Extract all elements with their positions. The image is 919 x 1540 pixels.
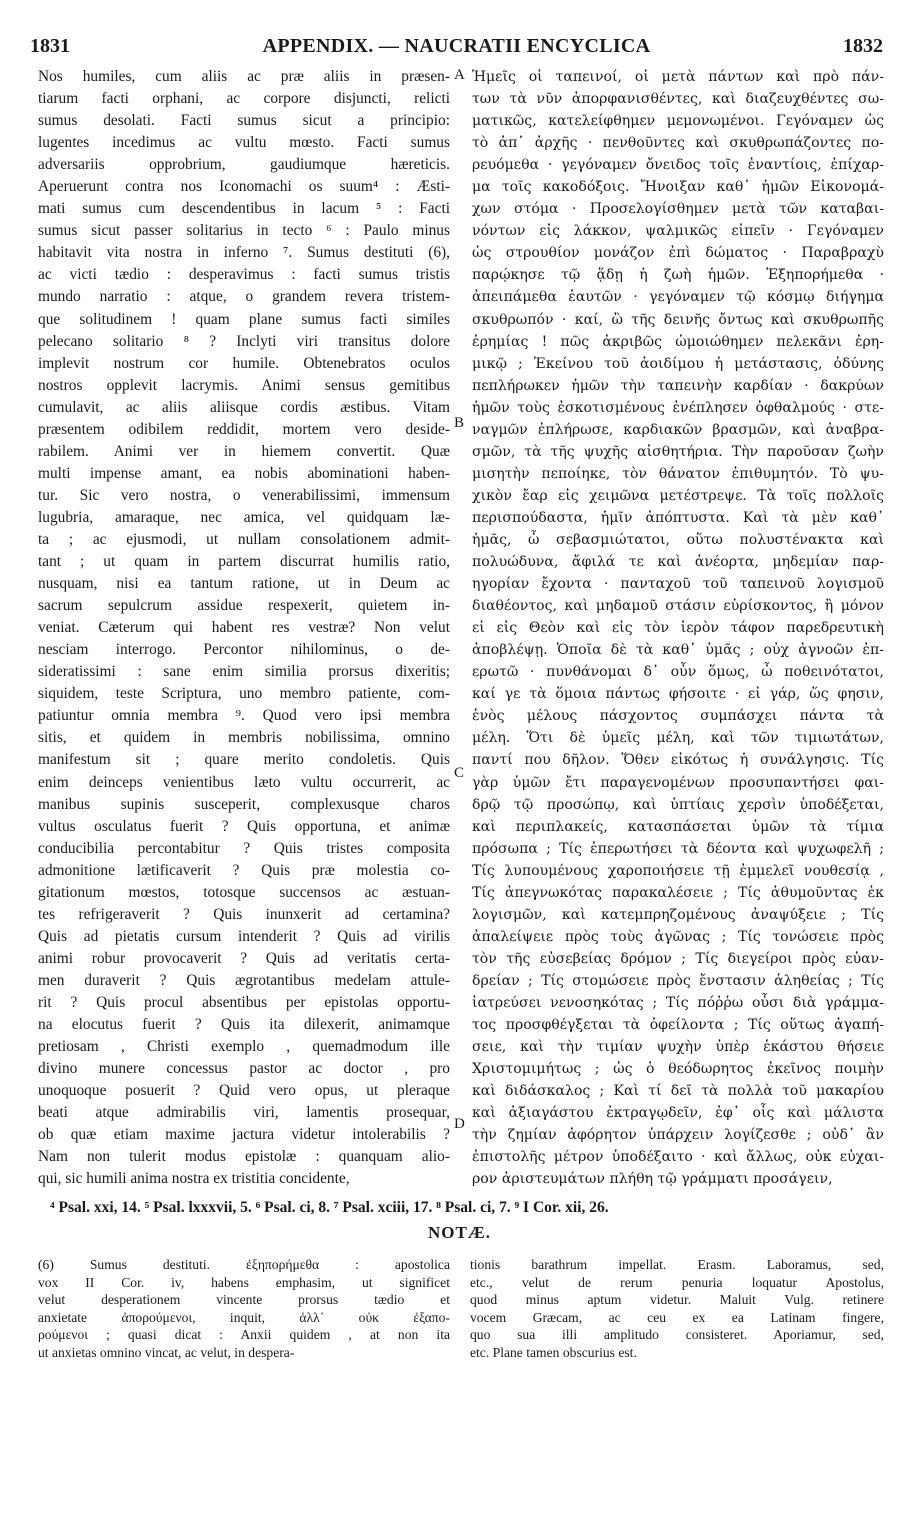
latin-text-line: tur. Sic vero nostra, o venerabilissimi, immensum	[38, 486, 450, 504]
greek-text-line: καὶ περιπλακείς, κατασπάσεται ὑμῶν τὰ τίμια	[472, 818, 884, 835]
latin-text-line: pretiosam , Christi exemplo , quemadmodum ille	[38, 1038, 450, 1056]
latin-text-line: sideratissimi : sane enim similia prorsus dixeritis;	[38, 663, 450, 681]
latin-text-line: lugentes incedimus ac vultu mœsto. Facti sumus	[38, 134, 450, 152]
latin-text-line: ta ; ac ejusmodi, ut nullam consolationem admit-	[38, 530, 450, 548]
note-line: vox II Cor. iv, habens emphasim, ut significet	[38, 1274, 450, 1290]
latin-text-line: qui, sic humili anima nostra ex tristitia concidente,	[38, 1170, 350, 1188]
note-line: etc., velut de rerum penuria loquatur Apostolus,	[470, 1274, 884, 1290]
greek-text-line: σμῶν, τὰ τῆς ψυχῆς αἰσθητήρια. Τὴν παροῦσαν ζωὴν	[472, 443, 884, 460]
latin-text-line: que solitudinem ! quam plane sumus facti similes	[38, 310, 450, 328]
latin-text-line: ob quæ etiam maxime jactura videtur intolerabilis ?	[38, 1126, 450, 1144]
latin-text-line: nesciam interrogo. Percontor nihilominus, o de-	[38, 641, 450, 659]
latin-text-line: Aperuerunt contra nos Iconomachi os suum⁴ : Æsti-	[38, 178, 450, 196]
note-line: quo sua illi amplitudo consisteret. Aporiamur, sed,	[470, 1327, 884, 1343]
greek-text-line: εἰ εἰς Θεὸν καὶ εἰς τὸν ἱερὸν τάφον παρεδρευτικὴ	[472, 620, 884, 637]
greek-text-line: Τίς λυπουμένους χαροποιήσειε τῇ ἐμμελεῖ νουθεσίᾳ ,	[472, 862, 884, 879]
margin-letter-a: A	[454, 67, 465, 83]
greek-text-line: ἡμῶν τοὺς ἐσκοτισμένους ἐνέπλησεν ὀφθαλμούς · στε-	[472, 399, 884, 416]
greek-text-line: ἰατρεύσει νενοσηκότας ; Τίς πόῤῥω οὖσι διὰ γράμμα-	[472, 994, 884, 1011]
latin-text-line: implevit nostrum cor humile. Obtenebratos oculos	[38, 354, 450, 372]
greek-text-line: παρῴκησε τῷ ᾅδῃ ἡ ζωὴ ἡμῶν. Ἐξηπορήμεθα ·	[472, 267, 884, 284]
greek-text-line: καὶ ἀξιαγάστου ἐκτραγῳδεῖν, ἐφ᾽ οἷς καὶ μάλιστα	[472, 1105, 884, 1122]
note-line: anxietate ἀπορούμενοι, inquit, ἀλλ᾽ οὐκ ἐξαπο-	[38, 1309, 450, 1325]
greek-text-line: ἐπιστολῆς μέτρον ὑποδέξαιτο · καὶ ἄλλως, οὐκ εὐχαι-	[472, 1149, 884, 1166]
latin-text-line: sitis, et quidem in membris nobilissima, omnino	[38, 729, 450, 747]
latin-text-line: mati sumus cum descendentibus in lacum ⁵ : Facti	[38, 200, 450, 218]
margin-letter-d: D	[454, 1116, 465, 1132]
latin-text-line: admonitione lætificaverit ? Quis præ molestia co-	[38, 861, 450, 879]
greek-text-line: ερωτῶ · πυνθάνομαι δ᾽ οὖν ὅμως, ὦ ποθεινότατοι,	[472, 664, 884, 681]
note-line: velut desperationem vincente prorsus tædio et	[38, 1292, 450, 1308]
page-header	[30, 34, 883, 58]
latin-text-line: siquidem, teste Scriptura, uno membro patiente, com-	[38, 685, 450, 703]
latin-text-line: na elocutus fuerit ? Quis ita dilexerit, animamque	[38, 1016, 450, 1034]
greek-text-line: ηγορίαν ἔχοντα · πανταχοῦ τοῦ ταπεινοῦ λογισμοῦ	[472, 576, 884, 593]
greek-text-line: μα τοῖς κακοδόξοις. Ἤνοιξαν καθ᾽ ἡμῶν Εἰκονομά-	[472, 179, 884, 196]
latin-text-line: nusquam, nisi ea tantum ratione, ut in Deum ac	[38, 575, 450, 593]
greek-text-line: ρον ἀριστευμάτων πλήθη τῷ γράμματι προσάγειν,	[472, 1171, 833, 1188]
greek-text-line: τὴν ζημίαν ἀφόρητον ὑπάρχειν λογίζεσθε ; οὐδ᾽ ἂν	[472, 1127, 884, 1144]
latin-text-line: rit ? Quis procul absentibus per epistolas opportu-	[38, 993, 450, 1011]
greek-text-line: παντί που δῆλον. Ὅθεν εἰκότως ἡ συνάλγησις. Τίς	[472, 752, 884, 769]
greek-text-line: μέλη. Ὅτι δὲ ὑμεῖς μέλη, καὶ τῶν τιμιωτάτων,	[472, 730, 884, 747]
latin-text-line: nostros opplevit lacrymis. Animi sensus gemitibus	[38, 376, 450, 394]
note-line: etc. Plane tamen obscurius est.	[470, 1344, 637, 1360]
greek-text-line: Χριστομιμήτως ; ὡς ὁ θεόδωρητος ἐκεῖνος ποιμὴν	[472, 1061, 884, 1078]
latin-text-line: veniat. Cæterum qui habent res vestræ? Non velut	[38, 619, 450, 637]
greek-text-line: Τίς ἀπεγνωκότας παρακαλέσειε ; Τίς ἀθυμοῦντας ἐκ	[472, 884, 884, 901]
margin-letter-c: C	[454, 765, 465, 781]
latin-text-line: beati atque admirabilis viri, lamentis prosequar,	[38, 1104, 450, 1122]
greek-text-line: δρῷ τῷ προσώπῳ, καὶ ὑπτίαις χερσὶν ὑποδέξεται,	[472, 796, 884, 813]
page-number-right: 1832	[843, 35, 883, 57]
latin-text-line: sacrum sepulcrum assidue respexerit, quietem in-	[38, 597, 450, 615]
greek-text-line: πεπλήρωκεν ἡμῶν τὴν ταπεινὴν καρδίαν · δακρύων	[472, 377, 884, 394]
greek-text-line: χικὸν ἔαρ εἰς χειμῶνα μετέστρεψε. Τὰ τοῖς πολλοῖς	[472, 487, 884, 504]
greek-text-line: τος προσφθέγξεται τὰ ὀφείλοντα ; Τίς οὕτως ἀγαπή-	[472, 1017, 884, 1034]
greek-text-line: τὸ ἀπ᾽ ἀρχῆς · πενθοῦντες καὶ σκυθρωπάζοντες πο-	[472, 135, 884, 152]
latin-text-line: men duraverit ? Quis ægrotantibus medelam attule-	[38, 971, 450, 989]
latin-text-line: præsentem odibilem reddidit, mortem vero deside-	[38, 420, 450, 438]
greek-text-line: μισητὴν πεποίηκε, τὸν θάνατον ἐπιθυμητόν. Τὸ ψυ-	[472, 465, 884, 482]
latin-text-line: adversariis opprobrium, gaudiumque hæreticis.	[38, 156, 450, 174]
latin-text-line: sumus sicut passer solitarius in tecto ⁶ : Paulo minus	[38, 222, 450, 240]
margin-letter-b: B	[454, 415, 465, 431]
greek-text-line: Ἡμεῖς οἱ ταπεινοί, οἱ μετὰ πάντων καὶ πρὸ πάν-	[472, 69, 884, 85]
note-line: tionis barathrum impellat. Erasm. Laboramus, sed,	[470, 1257, 884, 1272]
greek-text-line: περισπούδαστα, ἡμῖν ἀπόπτυστα. Καὶ τὰ μὲν καθ᾽	[472, 509, 884, 526]
latin-text-line: Nos humiles, cum aliis ac præ aliis in præsen-	[38, 68, 450, 85]
latin-text-line: divino munere concessus pastor ac doctor , pro	[38, 1060, 450, 1078]
greek-column	[472, 66, 884, 1190]
latin-text-line: vultus osculatus fuerit ? Quis opportuna, et animæ	[38, 817, 450, 835]
latin-text-line: manibus supinis susceperit, complexusque charos	[38, 795, 450, 813]
greek-text-line: καὶ διδάσκαλος ; Καὶ τί δεῖ τὰ πολλὰ τοῦ μακαρίου	[472, 1083, 884, 1100]
greek-text-line: πολυώδυνα, ἄφιλά τε καὶ ἀνέορτα, μηδεμίαν παρ-	[472, 554, 884, 571]
greek-text-line: ἡμᾶς, ὦ σεβασμιώτατοι, οὕτω πολυστένακτα καὶ	[472, 531, 884, 548]
scripture-references: ⁴ Psal. xxi, 14. ⁵ Psal. lxxxvii, 5. ⁶ Psal. ci, 8. ⁷ Psal. xciii, 17. ⁸ Psal. ci, 7. ⁹ I Cor. xii, 26.	[50, 1199, 609, 1216]
latin-text-line: tes refrigeraverit ? Quis inunxerit ad certamina?	[38, 905, 450, 923]
latin-text-line: patiuntur omnia membra ⁹. Quod vero ipsi membra	[38, 707, 450, 725]
latin-text-line: tiarum facti orphani, ac corpore disjuncti, relicti	[38, 90, 450, 108]
greek-text-line: ρευόμεθα · γεγόναμεν ὄνειδος τοῖς ἐναντίοις, ἐπίχαρ-	[472, 157, 884, 174]
greek-text-line: ναγμῶν ἐπλήρωσε, καρδιακῶν βρασμῶν, καὶ ἀναβρα-	[472, 421, 884, 438]
running-title: APPENDIX. — NAUCRATII ENCYCLICA	[262, 35, 651, 57]
latin-column	[38, 66, 450, 1190]
note-line: ρούμενοι ; quasi dicat : Anxii quidem , at non ita	[38, 1327, 450, 1343]
greek-text-line: ἐρημίας ! πῶς ἀκριβῶς ὡμοιώθημεν πελεκᾶνι ἐρη-	[472, 333, 884, 350]
greek-text-line: ματικῶς, κατελείφθημεν μεμονωμένοι. Γεγόναμεν ὡς	[472, 113, 884, 130]
latin-text-line: cumulavit, ac aliis aliisque cordis æstibus. Vitam	[38, 398, 450, 416]
latin-text-line: pelecano solitario ⁸ ? Inclyti viri transitus dolore	[38, 332, 450, 350]
greek-text-line: ἀπαλείψειε πρὸς τοὺς ἀγῶνας ; Τίς τονώσειε πρὸς	[472, 928, 884, 945]
latin-text-line: manifestum sit ; quare merito condoletis. Quis	[38, 751, 450, 769]
latin-text-line: mundo narratio : atque, o grandem revera tristem-	[38, 288, 450, 306]
latin-text-line: unoquoque posuerit ? Quid vero opus, ut pleraque	[38, 1082, 450, 1100]
latin-text-line: rabilem. Animi ver in hiemem convertit. Quæ	[38, 442, 450, 460]
greek-text-line: δρείαν ; Τίς στομώσειε πρὸς ἔνστασιν ἀληθείας ; Τίς	[472, 972, 884, 989]
page-number-left: 1831	[30, 35, 70, 57]
latin-text-line: Quis ad pietatis cursum intenderit ? Quis ad virilis	[38, 927, 450, 945]
greek-text-line: χων στόμα · Προσελογίσθημεν μετὰ τῶν καταβαι-	[472, 201, 884, 218]
notes-right-column	[470, 1256, 884, 1362]
greek-text-line: λογισμῶν, καὶ κατεμπρηζομένους ἀναψύξειε ; Τίς	[472, 906, 884, 923]
greek-text-line: μικῷ ; Ἐκείνου τοῦ ἀοιδίμου ἡ μετάστασις, ὀδύνης	[472, 355, 884, 372]
greek-text-line: ὡς στρουθίον μονάζον ἐπὶ δώματος · Παραβραχὺ	[472, 245, 884, 262]
note-line: vocem Græcam, ac ceu ex ea Latinam fingere,	[470, 1309, 884, 1325]
latin-text-line: habitavit vita nostra in inferno ⁷. Sumus destituti (6),	[38, 244, 450, 262]
note-line: ut anxietas omnino vincat, ac velut, in despera-	[38, 1344, 295, 1360]
latin-text-line: ac victi tædio : desperavimus : facti sumus tristis	[38, 266, 450, 284]
greek-text-line: γὰρ ὑμῶν ἔτι παραγενομένων προσυπαντήσει φαι-	[472, 774, 884, 791]
greek-text-line: τὸν τῆς εὐσεβείας δρόμον ; Τίς διεγείροι πρὸς εὐαν-	[472, 950, 884, 967]
greek-text-line: νόντων εἰς λάκκον, ψαλμικῶς εἰπεῖν · Γεγόναμεν	[472, 223, 884, 240]
latin-text-line: animi robur provocaverit ? Quis ad veritatis certa-	[38, 949, 450, 967]
latin-text-line: enim deinceps venientibus læto vultu occurrerit, ac	[38, 773, 450, 791]
greek-text-line: σειε, καὶ τὴν τιμίαν ψυχὴν ὑπὲρ ἑκάστου θήσειε	[472, 1039, 884, 1056]
notes-heading: NOTÆ.	[427, 1223, 492, 1242]
notes-left-column	[38, 1256, 450, 1362]
latin-text-line: lugubria, amaraque, nec amica, vel quidquam læ-	[38, 508, 450, 526]
greek-text-line: ἀποβλέψῃ. Ὁποῖα δὲ τὰ καθ᾽ ὑμᾶς ; οὐχ ἀγνοῶν ἐπ-	[472, 642, 884, 659]
greek-text-line: διαθέοντος, καὶ μηδαμοῦ στάσιν εὑρίσκοντος, ἢ μόνον	[472, 598, 884, 615]
greek-text-line: πρόσωπα ; Τίς ἐπερωτήσει τὰ δέοντα καὶ ψυχωφελῆ ;	[472, 840, 884, 857]
greek-text-line: καί γε τὰ ὅμοια πάντως φήσοιτε · εἰ γάρ, ὥς φησιν,	[472, 686, 884, 703]
greek-text-line: ἑνὸς μέλους πάσχοντος συμπάσχει πάντα τὰ	[472, 708, 884, 725]
latin-text-line: conducibilia percontabitur ? Quis tristes composita	[38, 839, 450, 857]
note-line: quod minus aptum videtur. Maluit Vulg. retinere	[470, 1292, 884, 1308]
latin-text-line: tant ; ut quam in partem discurrat humilis ratio,	[38, 553, 450, 571]
latin-text-line: sumus desolati. Facti sumus sicut a principio:	[38, 112, 450, 130]
latin-text-line: gitationum mœstos, totosque succensos ac æstuan-	[38, 883, 450, 901]
greek-text-line: ἀπειπάμεθα ἑαυτῶν · γεγόναμεν τῷ κόσμῳ διήγημα	[472, 289, 884, 306]
greek-text-line: των τὰ νῦν ἀπορφανισθέντες, καὶ διαζευχθέντες σω-	[472, 91, 884, 108]
latin-text-line: Nam non tulerit modus epistolæ : quanquam alio-	[38, 1148, 450, 1166]
note-line: (6) Sumus destituti. ἐξηπορήμεθα : apostolica	[38, 1257, 450, 1272]
latin-text-line: multi impense amant, ea nobis abominationi haben-	[38, 464, 450, 482]
greek-text-line: σκυθρωπόν · καί, ὢ τῆς δεινῆς ὄντως καὶ σκυθρωπῆς	[472, 311, 884, 328]
